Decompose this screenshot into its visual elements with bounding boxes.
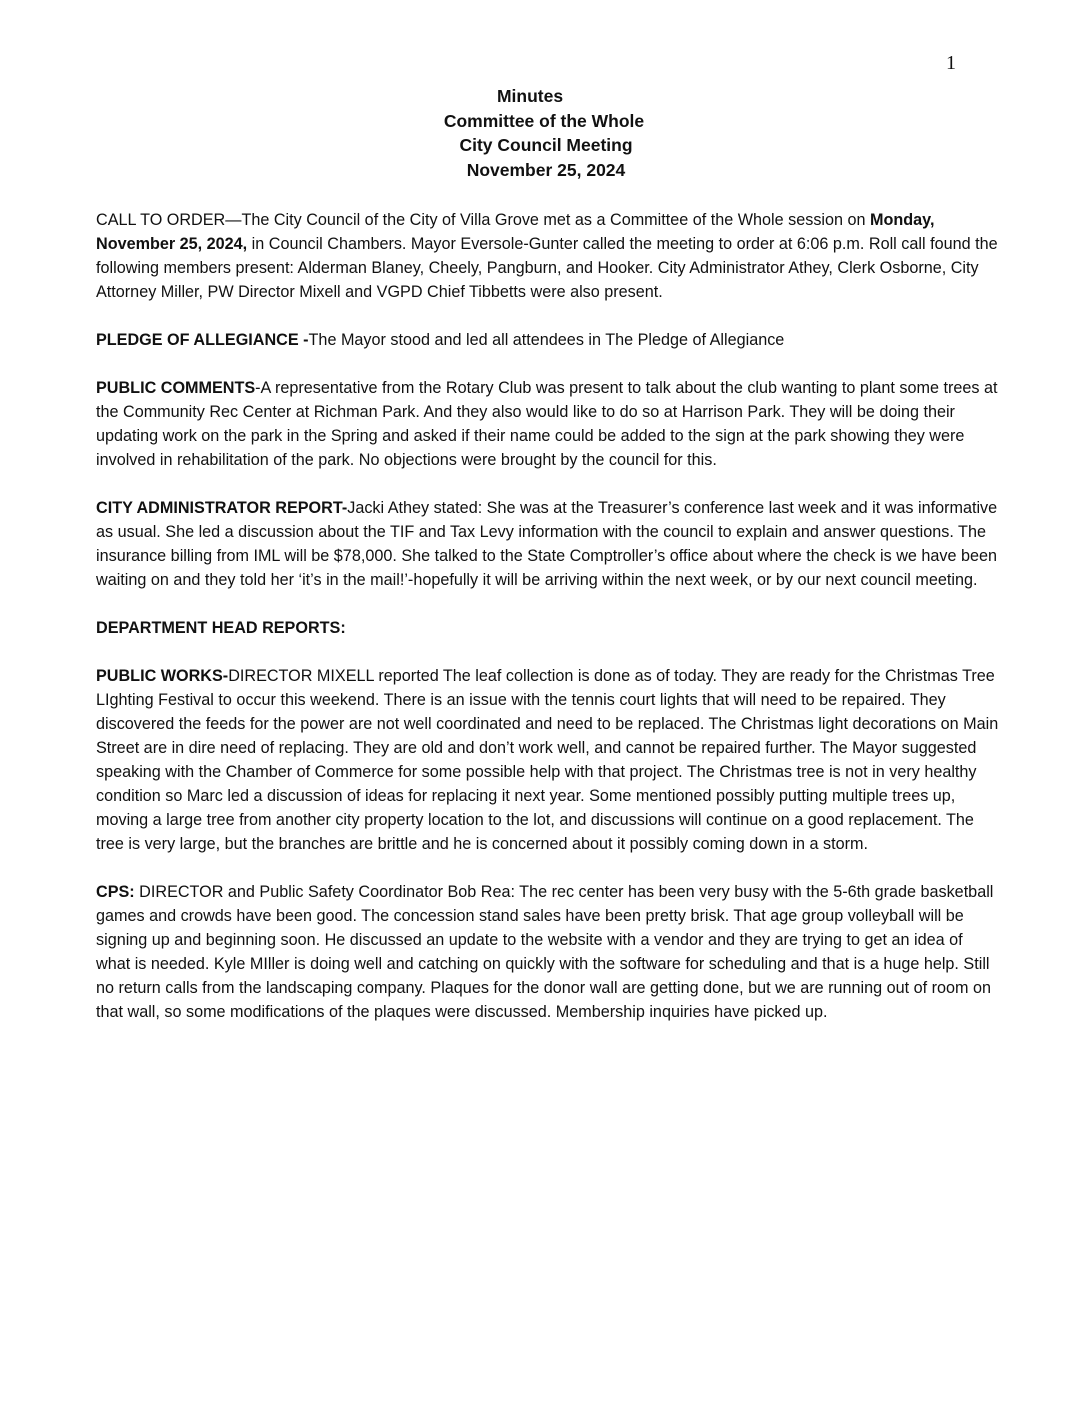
dept-heads-paragraph — [96, 616, 1001, 640]
call-to-order-text-start: —The City Council of the City of Villa Grove met as a Committee of the Whole session on — [225, 211, 871, 229]
public-comments-paragraph — [96, 376, 1001, 472]
meeting-date-bold: Monday, November 25, 2024, — [96, 211, 935, 253]
public-comments-text: -A representative from the Rotary Club was present to talk about the club wanting to plant some trees at the Community Rec Center at Richman Park. And they also would like to do so at Harrison Park. They will be doing their updating work on the park in the Spring and asked if their name could be added to the sign at the park showing they were involved in rehabilitation of the park. No objections were brought by the council for this. — [96, 379, 998, 469]
cps-text: DIRECTOR and Public Safety Coordinator Bob Rea: The rec center has been very busy with the 5-6th grade basketball games and crowds have been good. The concession stand sales have been pretty brisk. That age group volleyball will be signing up and beginning soon. He discussed an update to the website with a vendor and they are trying to get an idea of what is needed. Kyle MIller is doing well and catching on quickly with the software for scheduling and that is a huge help. Still no return calls from the landscaping company. Plaques for the donor wall are getting done, but we are running out of room on that wall, so some modifications of the plaques were discussed. Membership inquiries have picked up. — [96, 883, 994, 1021]
cps-heading: CPS: — [96, 883, 135, 901]
public-works-heading: PUBLIC WORKS- — [96, 667, 229, 685]
city-admin-paragraph — [96, 496, 1001, 592]
pledge-text: The Mayor stood and led all attendees in The Pledge of Allegiance — [308, 331, 785, 349]
call-to-order-heading: CALL TO ORDER — [96, 211, 226, 229]
page-number: 1 — [946, 52, 956, 74]
pledge-heading: PLEDGE OF ALLEGIANCE - — [96, 331, 309, 349]
public-works-paragraph — [96, 664, 1001, 856]
call-to-order-text-end: in Council Chambers. Mayor Eversole-Gunter called the meeting to order at 6:06 p.m. Roll call found the following members present: Alderman Blaney, Cheely, Pangburn, and Hooker. City Administrator Athey, Clerk Osborne, City Attorney Miller, PW Director Mixell and VGPD Chief Tibbetts were also present. — [96, 235, 998, 301]
call-to-order-paragraph — [96, 208, 1001, 304]
header-meeting: City Council Meeting — [459, 135, 633, 155]
document-body — [96, 208, 1001, 1048]
city-admin-heading: CITY ADMINISTRATOR REPORT- — [96, 499, 348, 517]
public-comments-heading: PUBLIC COMMENTS — [96, 379, 256, 397]
public-works-text: DIRECTOR MIXELL reported The leaf collection is done as of today. They are ready for the Christmas Tree LIghting Festival to occur this weekend. There is an issue with the tennis court lights that will need to be repaired. They discovered the feeds for the power are not well coordinated and need to be replaced. The Christmas light decorations on Main Street are in dire need of replacing. They are old and don’t work well, and cannot be repaired further. The Mayor suggested speaking with the Chamber of Commerce for some possible help with that project. The Christmas tree is not in very healthy condition so Marc led a discussion of ideas for replacing it next year. Some mentioned possibly putting multiple trees up, moving a large tree from another city property location to the lot, and discussions will continue on a good replacement. The tree is very large, but the branches are brittle and he is concerned about it possibly coming down in a storm. — [96, 667, 999, 853]
pledge-paragraph — [96, 328, 1001, 352]
cps-paragraph — [96, 880, 1001, 1024]
city-admin-text: Jacki Athey stated: She was at the Treasurer’s conference last week and it was informative as usual. She led a discussion about the TIF and Tax Levy information with the council to explain and answer questions. The insurance billing from IML will be $78,000. She talked to the State Comptroller’s office about where the check is we have been waiting on and they told her ‘it’s in the mail!’-hopefully it will be arriving within the next week, or by our next council meeting. — [96, 499, 998, 589]
header-committee: Committee of the Whole — [443, 110, 645, 131]
header-title: Minutes — [496, 86, 564, 106]
header-date: November 25, 2024 — [466, 159, 626, 180]
document-header — [0, 84, 1088, 182]
dept-heads-heading: DEPARTMENT HEAD REPORTS: — [96, 619, 346, 637]
